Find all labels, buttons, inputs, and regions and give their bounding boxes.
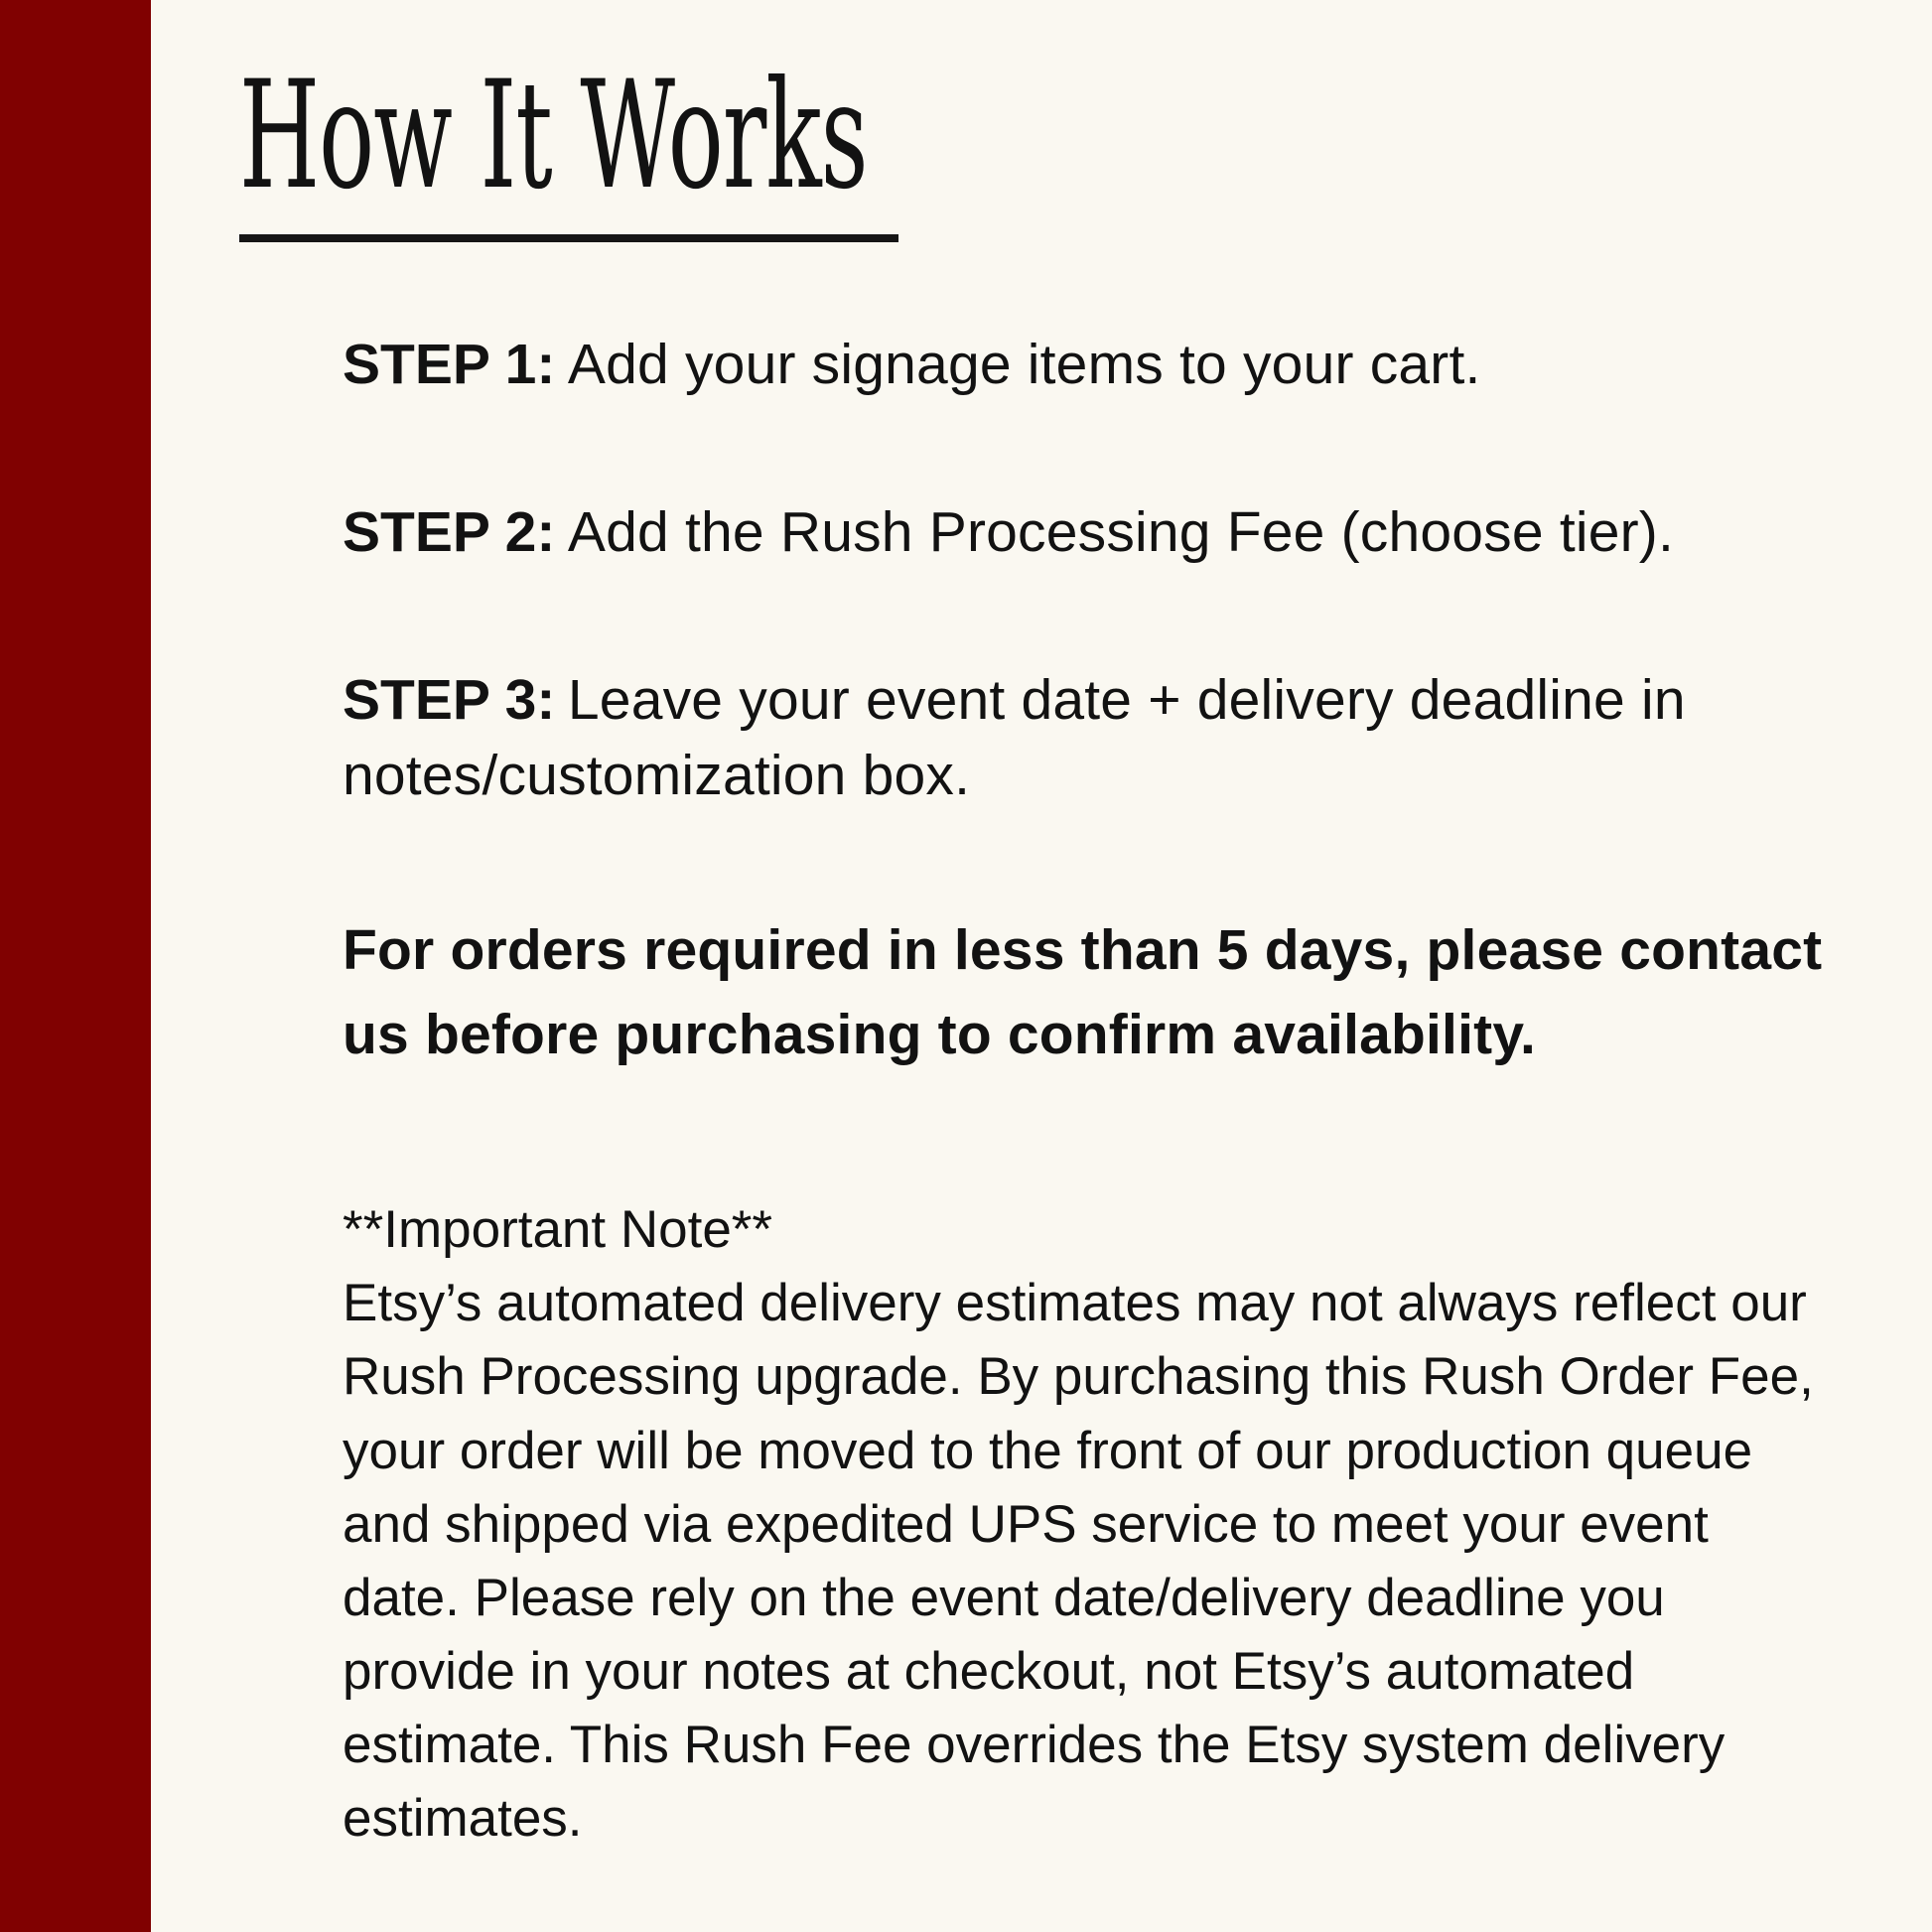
page-title: How It Works [239, 50, 868, 222]
step-2 [343, 495, 1825, 570]
step-3-text: Leave your event date + delivery deadline in notes/customization box. [343, 668, 1686, 807]
title-underline [239, 234, 898, 242]
step-3 [343, 663, 1825, 812]
step-1-label: STEP 1: [343, 333, 556, 396]
important-note-body: Etsy’s automated delivery estimates may not always reflect our Rush Processing upgrade. By purchasing this Rush Order Fee, your order will be moved to the front of our production queue and shipped via expedited UPS service to meet your event date. Please rely on the event date/delivery deadline you provide in your notes at checkout, not Etsy’s automated estimate. This Rush Fee overrides the Etsy system delivery estimates. [343, 1274, 1814, 1849]
important-note-title: **Important Note** [343, 1199, 773, 1259]
step-3-label: STEP 3: [343, 668, 556, 733]
rush-order-callout: For orders required in less than 5 days, please contact us before purchasing to confirm availability. [343, 917, 1823, 1067]
step-1-text: Add your signage items to your cart. [567, 333, 1481, 396]
step-1 [343, 328, 1825, 402]
step-2-label: STEP 2: [343, 500, 556, 565]
left-accent-bar [0, 0, 151, 1932]
how-it-works-content [239, 0, 1825, 1857]
step-2-text: Add the Rush Processing Fee (choose tier). [567, 500, 1675, 565]
